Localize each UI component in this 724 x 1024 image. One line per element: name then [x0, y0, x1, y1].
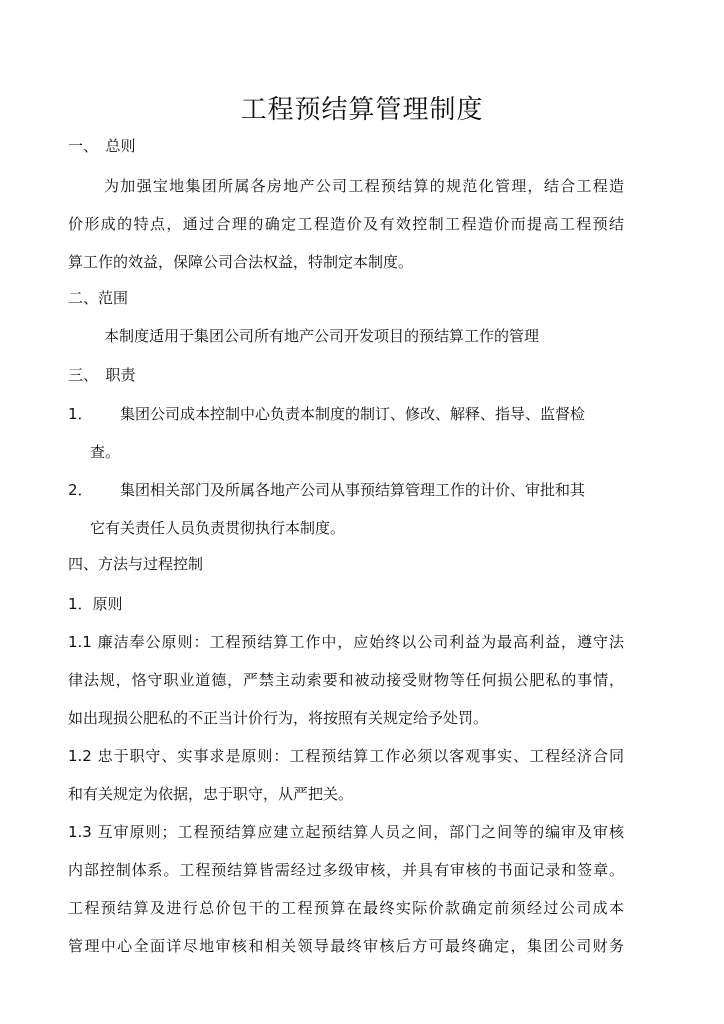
principle-1-1-line-3: 如出现损公肥私的不正当计价行为，将按照有关规定给予处罚。	[68, 709, 489, 727]
document-title: 工程预结算管理制度	[240, 95, 484, 125]
principles-heading: 1．原则	[68, 595, 123, 613]
section-1-heading: 一、 总则	[68, 137, 136, 155]
duty-item-2-continuation: 它有关责任人员负责贯彻执行本制度。	[90, 519, 346, 537]
principle-1-3-line-4: 管理中心全面详尽地审核和相关领导最终审核后方可最终确定，集团公司财务	[68, 937, 624, 955]
principle-1-1-line-1: 1.1 廉洁奉公原则：工程预结算工作中，应始终以公司利益为最高利益，遵守法	[68, 633, 624, 651]
duty-item-1	[68, 404, 585, 424]
section-1-line-3: 算工作的效益，保障公司合法权益，特制定本制度。	[68, 253, 414, 271]
section-1-line-2: 价形成的特点，通过合理的确定工程造价及有效控制工程造价而提高工程预结	[68, 215, 624, 233]
principle-1-3-line-1: 1.3 互审原则；工程预结算应建立起预结算人员之间，部门之间等的编审及审核	[68, 823, 624, 841]
section-1-line-1: 为加强宝地集团所属各房地产公司工程预结算的规范化管理，结合工程造	[104, 177, 624, 195]
section-3-heading: 三、 职责	[68, 366, 136, 384]
principle-1-3-line-3: 工程预结算及进行总价包干的工程预算在最终实际价款确定前须经过公司成本	[68, 899, 624, 917]
section-4-heading: 四、方法与过程控制	[68, 555, 204, 573]
section-2-line-1: 本制度适用于集团公司所有地产公司开发项目的预结算工作的管理	[104, 327, 540, 345]
principle-1-2-line-2: 和有关规定为依据，忠于职守，从严把关。	[68, 785, 354, 803]
duty-item-1-continuation: 查。	[90, 443, 121, 461]
duty-item-2-number: 2．	[68, 481, 93, 499]
duty-item-1-text: 集团公司成本控制中心负责本制度的制订、修改、解释、指导、监督检	[120, 405, 586, 423]
duty-item-1-number: 1．	[68, 405, 93, 423]
section-2-heading: 二、范围	[68, 289, 129, 307]
duty-item-2-text: 集团相关部门及所属各地产公司从事预结算管理工作的计价、审批和其	[120, 481, 586, 499]
principle-1-1-line-2: 律法规，恪守职业道德，严禁主动索要和被动接受财物等任何损公肥私的事情，	[68, 671, 624, 689]
principle-1-2-line-1: 1.2 忠于职守、实事求是原则：工程预结算工作必须以客观事实、工程经济合同	[68, 747, 624, 765]
duty-item-2	[68, 480, 585, 500]
principle-1-3-line-2: 内部控制体系。工程预结算皆需经过多级审核，并具有审核的书面记录和签章。	[68, 861, 624, 879]
